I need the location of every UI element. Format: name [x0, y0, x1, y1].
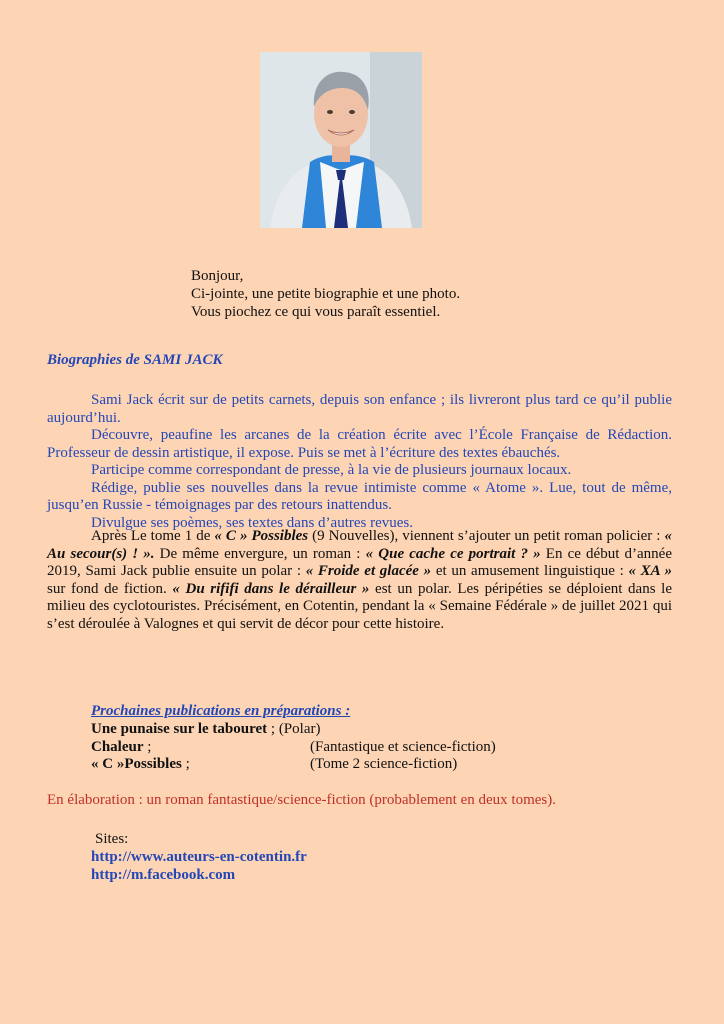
story-text: est un polar. Les péripéties se déploient dans le milieu des cyclotouristes. Précisément, en Cotentin, pendant la « Semaine Fédérale » de juillet 2021 qui s’est déroulée à Valognes et qui servit de décor pour cette histoire. [47, 580, 673, 632]
portrait-illustration [260, 52, 422, 228]
bio-paragraph: Divulgue ses poèmes, ses textes dans d’autres revues. [91, 514, 414, 531]
publication-name: « C »Possibles [91, 756, 182, 772]
greeting-line-3: Vous piochez ce qui vous paraît essentiel. [191, 304, 441, 320]
greeting-line-1: Bonjour, [191, 268, 244, 284]
publication-item [91, 721, 320, 739]
sites-section [91, 830, 307, 884]
publication-genre: (Polar) [278, 721, 321, 737]
upcoming-publications-title: Prochaines publications en préparations : [91, 703, 351, 719]
publication-name: Chaleur [91, 738, 144, 755]
story-text: (9 Nouvelles), viennent s’ajouter un petit roman policier : [308, 528, 665, 544]
publication-item [91, 756, 458, 774]
story-text: En ce début d’année 2019, Sami Jack publie ensuite un polar : [47, 545, 672, 579]
story-text: De même envergure, un roman : [154, 545, 366, 562]
bio-paragraph: Sami Jack écrit sur de petits carnets, depuis son enfance ; ils livreront plus tard ce qu’il publie aujourd’hui. [47, 392, 672, 426]
greeting [191, 267, 460, 321]
book-title: « Au secour(s) ! ». [47, 528, 672, 562]
bio-paragraph: Découvre, peaufine les arcanes de la création écrite avec l’École Française de Rédaction. Professeur de dessin artistique, il expose. Puis se met à l’écriture des textes ébauchés. [47, 427, 672, 461]
biography-title: Biographies de SAMI JACK [47, 352, 223, 368]
author-photo [260, 52, 422, 228]
story-text: Après Le tome 1 de [91, 528, 215, 544]
in-progress-note: En élaboration : un roman fantastique/science-fiction (probablement en deux tomes). [47, 792, 556, 808]
upcoming-publications-list [91, 721, 496, 774]
publication-item [91, 738, 496, 757]
publication-separator: ; [181, 756, 190, 772]
bio-paragraph: Rédige, publie ses nouvelles dans la revue intimiste comme « Atome ». Lue, tout de même, jusqu’en Russie - témoignages par des retours inattendus. [47, 479, 672, 513]
book-title: « Froide et glacée » [305, 563, 432, 579]
biography-text [47, 392, 672, 532]
book-title: « C » Possibles [214, 528, 309, 544]
book-title: « XA » [628, 563, 673, 579]
book-title: « Du rififi dans le dérailleur » [172, 580, 370, 597]
story-text: et un amusement linguistique : [431, 563, 629, 579]
publication-separator: ; [143, 738, 152, 755]
book-title: « Que cache ce portrait ? » [365, 545, 541, 562]
greeting-line-2: Ci-jointe, une petite biographie et une photo. [191, 286, 461, 302]
publication-genre: (Tome 2 science-fiction) [310, 756, 458, 772]
site-link-auteurs-en-cotentin[interactable]: http://www.auteurs-en-cotentin.fr [91, 849, 307, 865]
publication-genre: (Fantastique et science-fiction) [310, 738, 496, 755]
publications-story [47, 528, 672, 633]
site-link-facebook[interactable]: http://m.facebook.com [91, 867, 236, 883]
publication-separator: ; [267, 721, 279, 737]
story-text: sur fond de fiction. [47, 580, 173, 597]
bio-paragraph: Participe comme correspondant de presse, à la vie de plusieurs journaux locaux. [91, 462, 572, 478]
sites-label: Sites: [95, 831, 129, 847]
publication-name: Une punaise sur le tabouret [91, 721, 268, 737]
